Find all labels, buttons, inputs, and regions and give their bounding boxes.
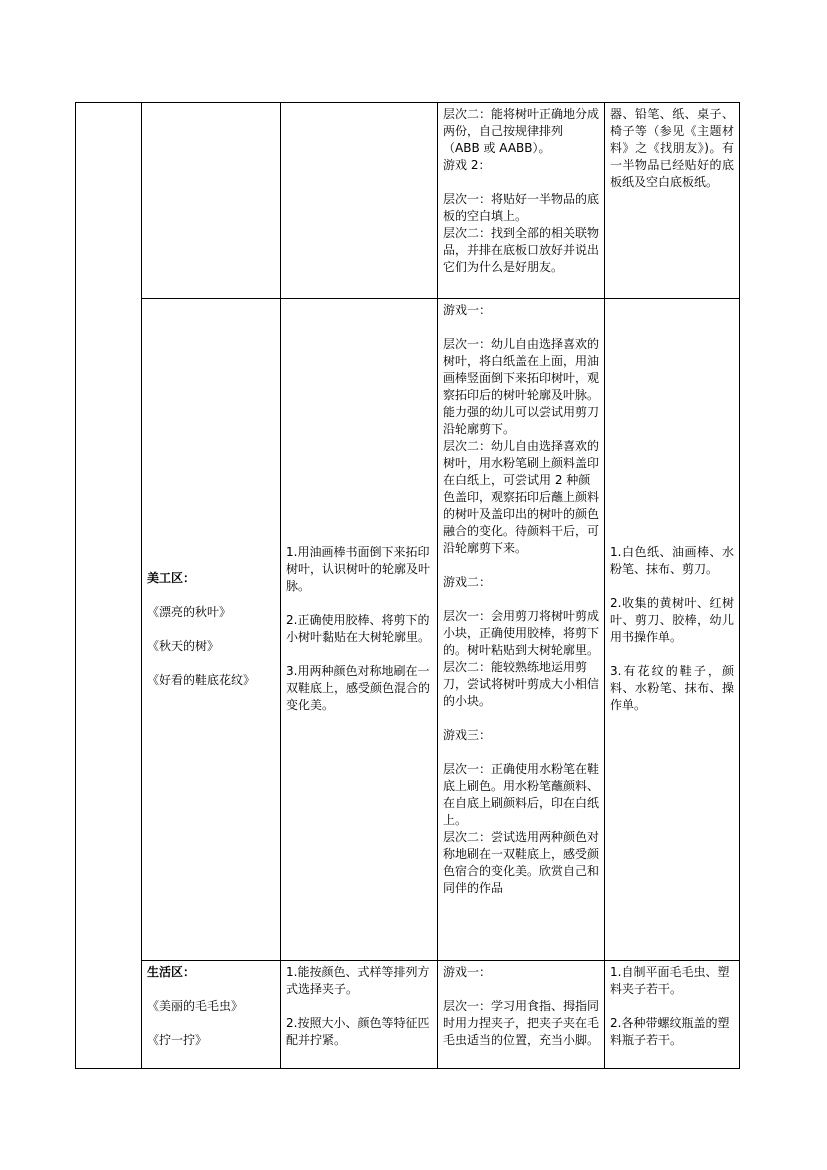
- activity-table: [75, 102, 740, 1069]
- spacer: [610, 998, 734, 1015]
- game-text: 层次一：学习用食指、拇指同时用力捏夹子，把夹子夹在毛毛虫适当的位置，充当小脚。: [443, 999, 600, 1047]
- game-text: 层次一：幼儿自由选择喜欢的树叶，将白纸盖在上面，用油画棒竖面倒下来拓印树叶，观察拓印后的树叶轮廓及叶脉。能力强的幼儿可以尝试用剪刀沿轮廓剪下。: [443, 337, 600, 436]
- spacer: [610, 578, 734, 595]
- table-row: [76, 299, 740, 961]
- table-row: [76, 103, 740, 299]
- activity-name: 《漂亮的秋叶》: [147, 604, 232, 619]
- material-text: 器、铅笔、纸、桌子、椅子等（参见《主题材料》之《找朋友》)。有一半物品已经贴好的底板纸及空白底板纸。: [610, 107, 734, 189]
- goal-text: 3.用两种颜色对称地刷在一双鞋底上，感受颜色混合的变化美。: [286, 664, 431, 712]
- games-cell: [438, 103, 605, 299]
- area-cell: [142, 103, 281, 299]
- game-text: 层次二：尝试选用两种颜色对称地刷在一双鞋底上，感受颜色宿合的变化美。欣赏自己和同伴的作品: [443, 830, 600, 895]
- material-text: 1.白色纸、油画棒、水粉笔、抹布、剪刀。: [610, 545, 734, 576]
- spacer: [443, 710, 599, 727]
- game-heading: 游戏二：: [443, 575, 492, 589]
- materials-cell: [605, 103, 740, 299]
- goals-cell: [281, 103, 438, 299]
- spacer: [443, 557, 599, 574]
- game-text: 层次二：能将树叶正确地分成两份，自己按规律排列（ABB 或 AABB）。: [443, 107, 600, 155]
- goals-cell: [281, 299, 438, 961]
- area-cell: [142, 299, 281, 961]
- material-text: 2.收集的黄树叶、红树叶、剪刀、胶棒，幼儿用书操作单。: [610, 596, 734, 644]
- activity-name: 《秋天的树》: [147, 638, 220, 653]
- spacer: [443, 174, 599, 191]
- goal-text: 1.用油画棒书面倒下来拓印树叶，认识树叶的轮廓及叶脉。: [286, 545, 431, 593]
- goal-text: 2.正确使用胶棒、将剪下的小树叶黏贴在大树轮廓里。: [286, 613, 431, 644]
- spacer: [443, 319, 599, 336]
- spacer: [286, 998, 432, 1015]
- spacer: [147, 587, 275, 604]
- spacer: [147, 1015, 275, 1032]
- games-cell: [438, 299, 605, 961]
- material-text: 3.有花纹的鞋子，颜料、水粉笔、抹布、操作单。: [610, 664, 734, 712]
- spacer: [286, 646, 432, 663]
- spacer: [147, 981, 275, 998]
- goal-text: 2.按照大小、颜色等特征匹配并拧紧。: [286, 1016, 430, 1047]
- game-text: 层次二：能较熟练地运用剪刀，尝试将树叶剪成大小相信的小块。: [443, 660, 600, 708]
- spacer: [147, 655, 275, 672]
- game-text: 层次一：正确使用水粉笔在鞋底上刷色。用水粉笔蘸颜料、在自底上刷颜料后，印在白纸上。: [443, 762, 600, 827]
- games-cell: [438, 961, 605, 1069]
- game-text: 游戏 2：: [443, 158, 491, 172]
- goals-cell: [281, 961, 438, 1069]
- goal-text: 1.能按颜色、式样等排列方式选择夹子。: [286, 965, 430, 996]
- materials-cell: [605, 299, 740, 961]
- game-text: 层次一：会用剪刀将树叶剪成小块，正确使用胶棒，将剪下的。树叶粘贴到大树轮廓里。: [443, 609, 600, 657]
- activity-name: 《好看的鞋底花纹》: [147, 672, 256, 687]
- game-text: 层次二：找到全部的相关联物品，并排在底板口放好并说出它们为什么是好朋友。: [443, 226, 600, 274]
- spacer: [443, 591, 599, 608]
- game-heading: 游戏三：: [443, 728, 492, 742]
- spacer: [610, 646, 734, 663]
- game-text: 层次二：幼儿自由选择喜欢的树叶，用水粉笔刷上颜料盖印在白纸上，可尝试用 2 种颜色盖印，观察拓印后蘸上颜料的树叶及盖印出的树叶的颜色融合的变化。待颜料干后，可沿轮廓剪下来。: [443, 439, 600, 555]
- area-title: 生活区：: [147, 965, 196, 979]
- game-heading: 游戏一：: [443, 303, 492, 317]
- area-cell: [142, 961, 281, 1069]
- spacer: [443, 744, 599, 761]
- spacer: [443, 981, 599, 998]
- table-row: [76, 961, 740, 1069]
- activity-name: 《美丽的毛毛虫》: [147, 999, 244, 1013]
- material-text: 2.各种带螺纹瓶盖的塑料瓶子若干。: [610, 1016, 730, 1047]
- spacer: [286, 595, 432, 612]
- material-text: 1.自制平面毛毛虫、塑料夹子若干。: [610, 965, 730, 996]
- game-text: 层次一：将贴好一半物品的底板的空白填上。: [443, 192, 600, 223]
- materials-cell: [605, 961, 740, 1069]
- game-heading: 游戏一：: [443, 965, 492, 979]
- spacer: [147, 621, 275, 638]
- activity-name: 《拧一拧》: [147, 1033, 208, 1047]
- group-cell: [76, 103, 142, 1069]
- area-title: 美工区：: [147, 570, 196, 585]
